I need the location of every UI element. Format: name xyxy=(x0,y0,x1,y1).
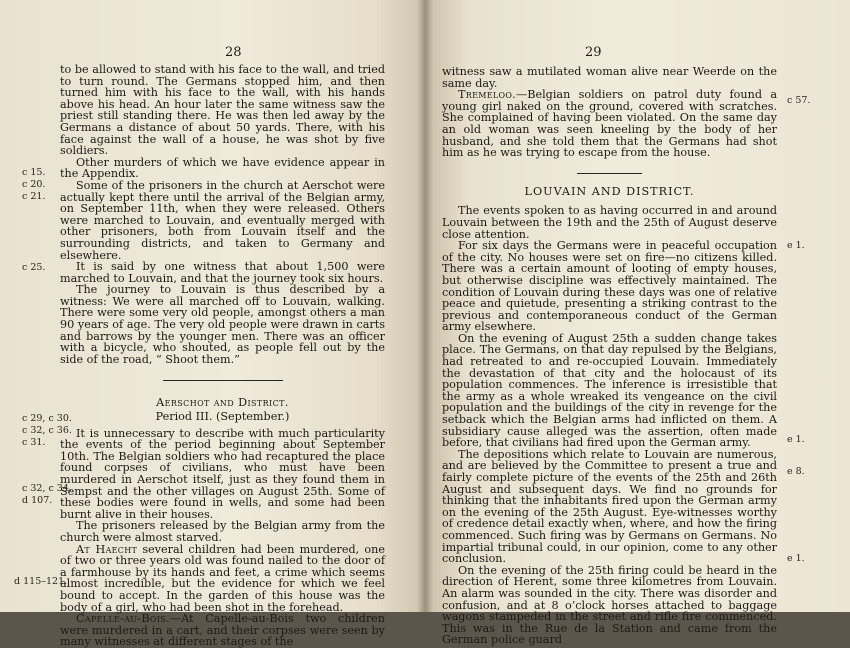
margin-note: d 115–121. xyxy=(14,576,68,587)
tremeloo-text: —Belgian soldiers on patrol duty found a young girl naked on the ground, covered with scratches. She complained of having been violated. On the same day an old woman was seen kneeling by the body of her husband, and she told them that the Germans had shot him as he was trying to escape from the house. xyxy=(442,88,777,160)
section-heading: LOUVAIN AND DISTRICT. xyxy=(524,184,695,198)
left-paragraph-haecht xyxy=(60,544,385,614)
margin-note: e 1. xyxy=(787,553,805,564)
margin-note: e 1. xyxy=(787,434,805,445)
right-page xyxy=(425,0,850,647)
margin-note: c 29, c 30. xyxy=(22,413,72,424)
left-paragraph-1: to be allowed to stand with his face to the wall, and tried to turn round. The Germans stopped him, and then turned him with his face to the wall, with his hands above his head. An hour later the same witness saw the priest still standing there. He was then led away by the Germans a distance of about 50 yards. There, with his face against the wall of a house, he was shot by five soldiers. xyxy=(60,63,385,158)
capelle-text: —At Capelle-au-Bois two children were murdered in a cart, and their corpses were seen by many witnesses at different stages of the xyxy=(60,612,385,648)
margin-note: c 31. xyxy=(22,437,46,448)
right-paragraph-4: On the evening of August 25th a sudden change takes place. The Germans, on that day repulsed by the Belgians, had retreated to and re-occupied Louvain. Immediately the devastation of that city and the holocaust of its population commences. The inference is irresistible that the army as a whole wreaked its vengeance on the civil population and the buildings of the city in revenge for the setback which the Belgian arms had inflicted on them. A subsidiary cause alleged was the assertion, often made before, that civilians had fired upon the German army. xyxy=(442,331,777,450)
margin-note: c 15. xyxy=(22,167,46,178)
right-paragraph-1: witness saw a mutilated woman alive near Weerde on the same day. xyxy=(442,65,777,90)
left-paragraph-3: Some of the prisoners in the church at Aerschot were actually kept there until the arrival of the Belgian army, on September 11th, when they were released. Others were marched to Louvain, and eventually merged with other prisoners, both from Louvain itself and the surrounding districts, and taken to Germany and elsewhere. xyxy=(60,178,385,262)
section-heading: Aerschot and District. xyxy=(156,396,289,410)
margin-note: e 1. xyxy=(787,240,805,251)
book-gutter-shadow xyxy=(417,0,433,612)
haecht-text: several children had been murdered, one of two or three years old was found nailed to the door of a farmhouse by its hands and feet, a crime which seems almost incredible, but the evidence for which we feel bound to accept. In the garden of this house was the body of a girl, who had been shot in the forehead. xyxy=(60,542,385,614)
margin-note: c 57. xyxy=(787,95,811,106)
left-paragraph-7: The prisoners released by the Belgian army from the church were almost starved. xyxy=(60,519,385,544)
left-page-number: 28 xyxy=(225,45,242,60)
left-paragraph-6: It is unnecessary to describe with much particularity the events of the period beginning about September 10th. The Belgian soldiers who had recaptured the place found corpses of civilians, who must have been murdered in Aerschot itself, just as they found them in Sempst and the other villages on August 25th. Some of these bodies were found in wells, and some had been burnt alive in their houses. xyxy=(60,426,385,521)
right-paragraph-tremeloo xyxy=(442,89,777,159)
margin-note: d 107. xyxy=(22,495,53,506)
haecht-lead: At Haecht xyxy=(76,542,138,556)
left-paragraph-5: The journey to Louvain is thus described by a witness: We were all marched off to Louvain, walking. There were some very old people, amongst others a man 90 years of age. The very old people were drawn in carts and barrows by the younger men. There was an officer with a bicycle, who shouted, as people fell out by the side of the road, “ Shoot them.” xyxy=(60,283,385,366)
right-paragraph-6: On the evening of the 25th firing could be heard in the direction of Herent, some three kilometres from Louvain. An alarm was sounded in the city. There was disorder and confusion, and at 8 o’clock horses attached to baggage wagons stampeded in the street and rifle fire commenced. This was in the Rue de la Station and came from the German police guard xyxy=(442,563,777,647)
section-divider xyxy=(163,380,283,381)
left-paragraph-2: Other murders of which we have evidence appear in the Appendix. xyxy=(60,155,385,181)
right-page-number: 29 xyxy=(585,45,602,60)
margin-note: c 21. xyxy=(22,191,46,202)
left-paragraph-4: It is said by one witness that about 1,500 were marched to Louvain, and that the journey took six hours. xyxy=(60,260,385,285)
capelle-lead: Capelle-au-Bois. xyxy=(76,612,170,626)
section-divider xyxy=(577,173,642,174)
right-paragraph-2: The events spoken to as having occurred in and around Louvain between the 19th and the 25th of August deserve close attention. xyxy=(442,204,777,241)
margin-note: c 32, c 36. xyxy=(22,425,72,436)
right-page-body xyxy=(442,66,777,646)
margin-note: c 20. xyxy=(22,179,46,190)
right-paragraph-5: The depositions which relate to Louvain are numerous, and are believed by the Committee to present a true and fairly complete picture of the events of the 25th and 26th August and subsequent days. We find no grounds for thinking that the inhabitants fired upon the German army on the evening of the 25th August. Eye-witnesses worthy of credence detail exactly when, where, and how the firing commenced. Such firing was by Germans on Germans. No impartial tribunal could, in our opinion, come to any other conclusion. xyxy=(442,447,777,566)
right-paragraph-3: For six days the Germans were in peaceful occupation of the city. No houses were set on fire—no citizens killed. There was a certain amount of looting of empty houses, but otherwise discipline was effectively maintained. The condition of Louvain during these days was one of relative peace and quietude, presenting a striking contrast to the previous and contemporaneous conduct of the German army elsewhere. xyxy=(442,239,777,334)
left-paragraph-capelle xyxy=(60,613,385,648)
margin-note: c 25. xyxy=(22,262,46,273)
left-page-body xyxy=(60,64,385,648)
margin-note: c 32, c 34. xyxy=(22,483,72,494)
tremeloo-lead: Tremeloo. xyxy=(458,88,517,102)
margin-note: e 8. xyxy=(787,466,805,477)
period-heading: Period III. (September.) xyxy=(155,410,290,424)
